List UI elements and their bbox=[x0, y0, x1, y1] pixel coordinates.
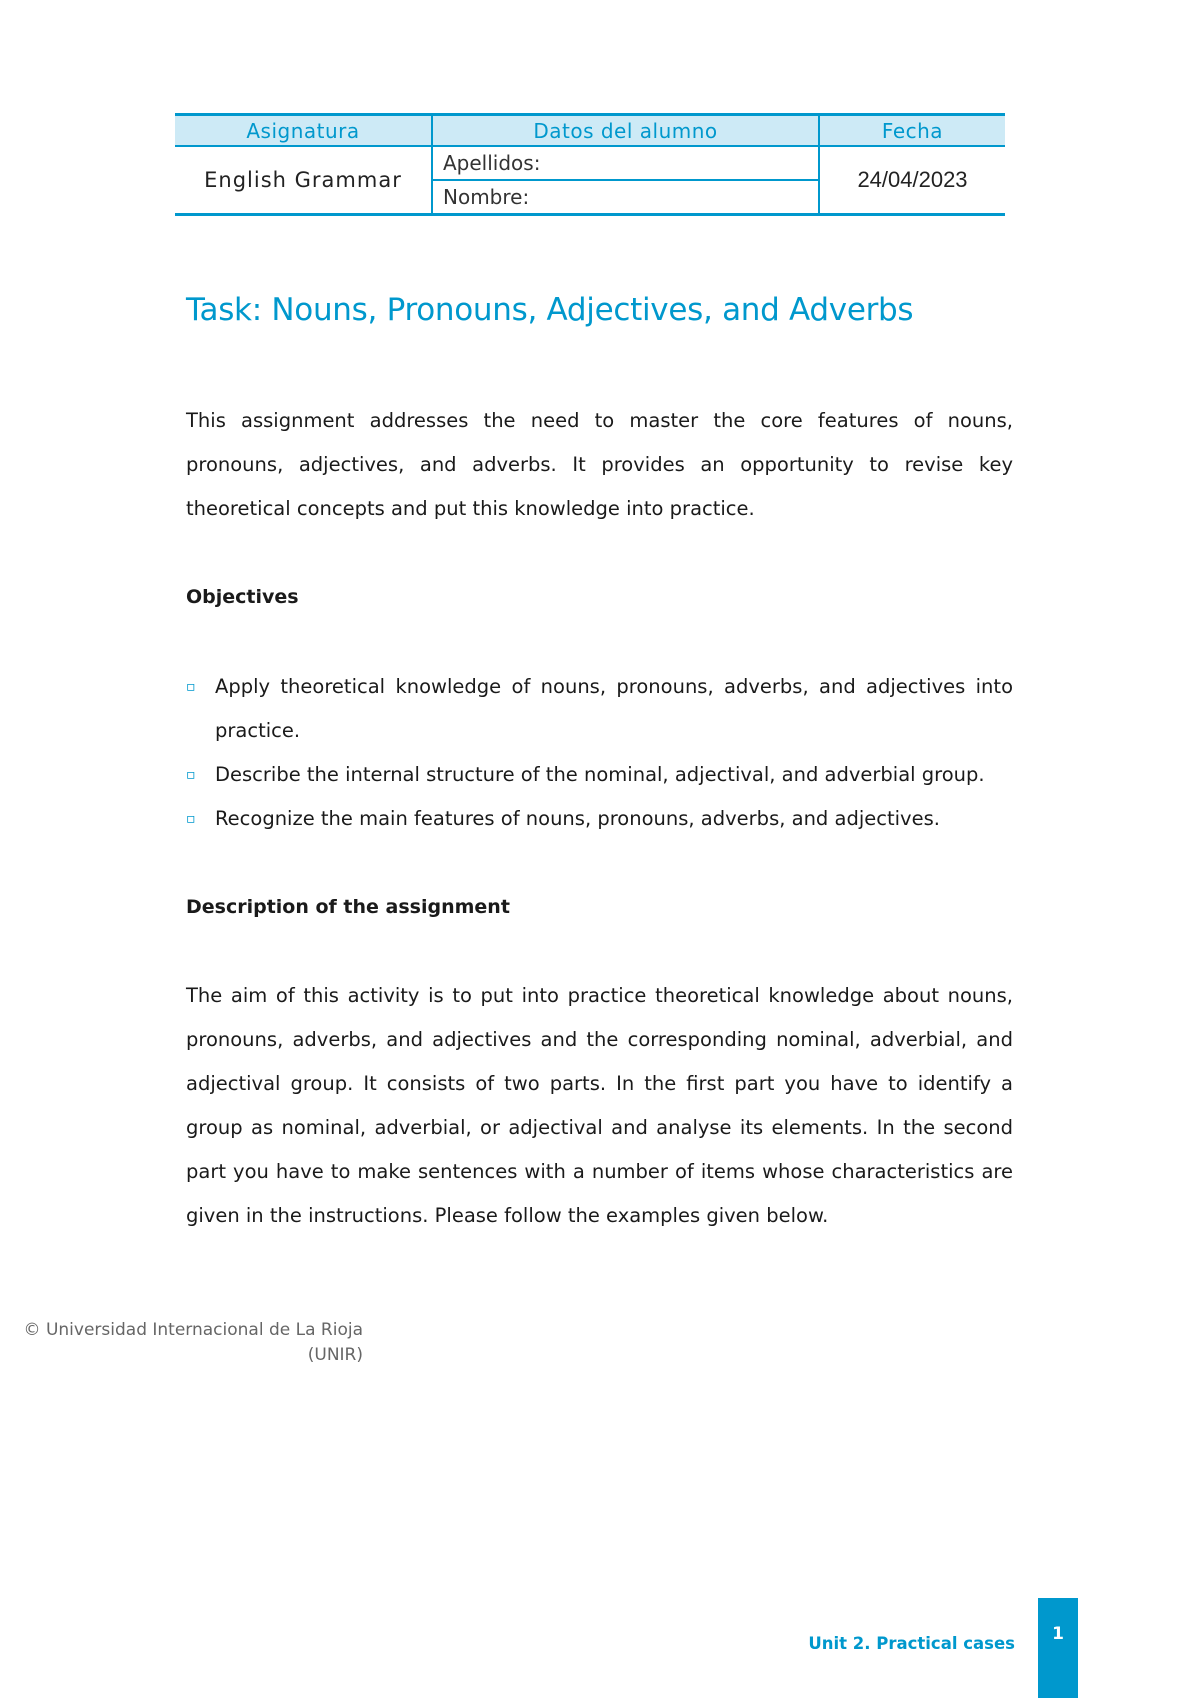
objective-text: Describe the internal structure of the nominal, adjectival, and adverbial group. bbox=[215, 763, 985, 786]
copyright-line-1: © Universidad Internacional de La Rioja bbox=[23, 1320, 363, 1340]
description-heading: Description of the assignment bbox=[186, 896, 510, 918]
objective-text: Apply theoretical knowledge of nouns, pronouns, adverbs, and adjectives into practice. bbox=[215, 675, 1013, 742]
header-subject-label: Asignatura bbox=[175, 115, 432, 147]
square-bullet-icon: ▫ bbox=[186, 811, 196, 827]
surname-field[interactable]: Apellidos: bbox=[432, 146, 819, 180]
objective-text: Recognize the main features of nouns, pronouns, adverbs, and adjectives. bbox=[215, 807, 940, 830]
header-table bbox=[175, 113, 1005, 216]
intro-paragraph: This assignment addresses the need to master the core features of nouns, pronouns, adjectives, and adverbs. It provides an opportunity to revise key theoretical concepts and put this knowledge into practice. bbox=[186, 409, 1013, 520]
page-title: Task: Nouns, Pronouns, Adjectives, and Adverbs bbox=[186, 292, 914, 328]
copyright-notice bbox=[18, 1318, 363, 1368]
page-number-tab bbox=[1038, 1598, 1078, 1698]
name-field[interactable]: Nombre: bbox=[432, 180, 819, 215]
unit-label: Unit 2. Practical cases bbox=[808, 1634, 1015, 1653]
header-row bbox=[175, 115, 1005, 147]
subject-value: English Grammar bbox=[204, 168, 402, 192]
date-value: 24/04/2023 bbox=[819, 146, 1005, 215]
square-bullet-icon: ▫ bbox=[186, 767, 196, 783]
square-bullet-icon: ▫ bbox=[186, 679, 196, 695]
list-item bbox=[186, 665, 1013, 753]
header-date-label: Fecha bbox=[819, 115, 1005, 147]
list-item bbox=[186, 753, 1013, 797]
description-paragraph: The aim of this activity is to put into practice theoretical knowledge about nouns, pronouns, adverbs, and adjectives and the corresponding nominal, adverbial, and adjectival group. It consists of two parts. In the first part you have to identify a group as nominal, adverbial, or adjectival and analyse its elements. In the second part you have to make sentences with a number of items whose characteristics are given in the instructions. Please follow the examples given below. bbox=[186, 984, 1013, 1227]
page-number: 1 bbox=[1052, 1624, 1064, 1644]
list-item bbox=[186, 797, 1013, 841]
objectives-heading: Objectives bbox=[186, 586, 299, 608]
header-student-label: Datos del alumno bbox=[432, 115, 819, 147]
objectives-list bbox=[186, 665, 1013, 841]
copyright-line-2: (UNIR) bbox=[307, 1345, 363, 1365]
header-data-row-1 bbox=[175, 146, 1005, 180]
